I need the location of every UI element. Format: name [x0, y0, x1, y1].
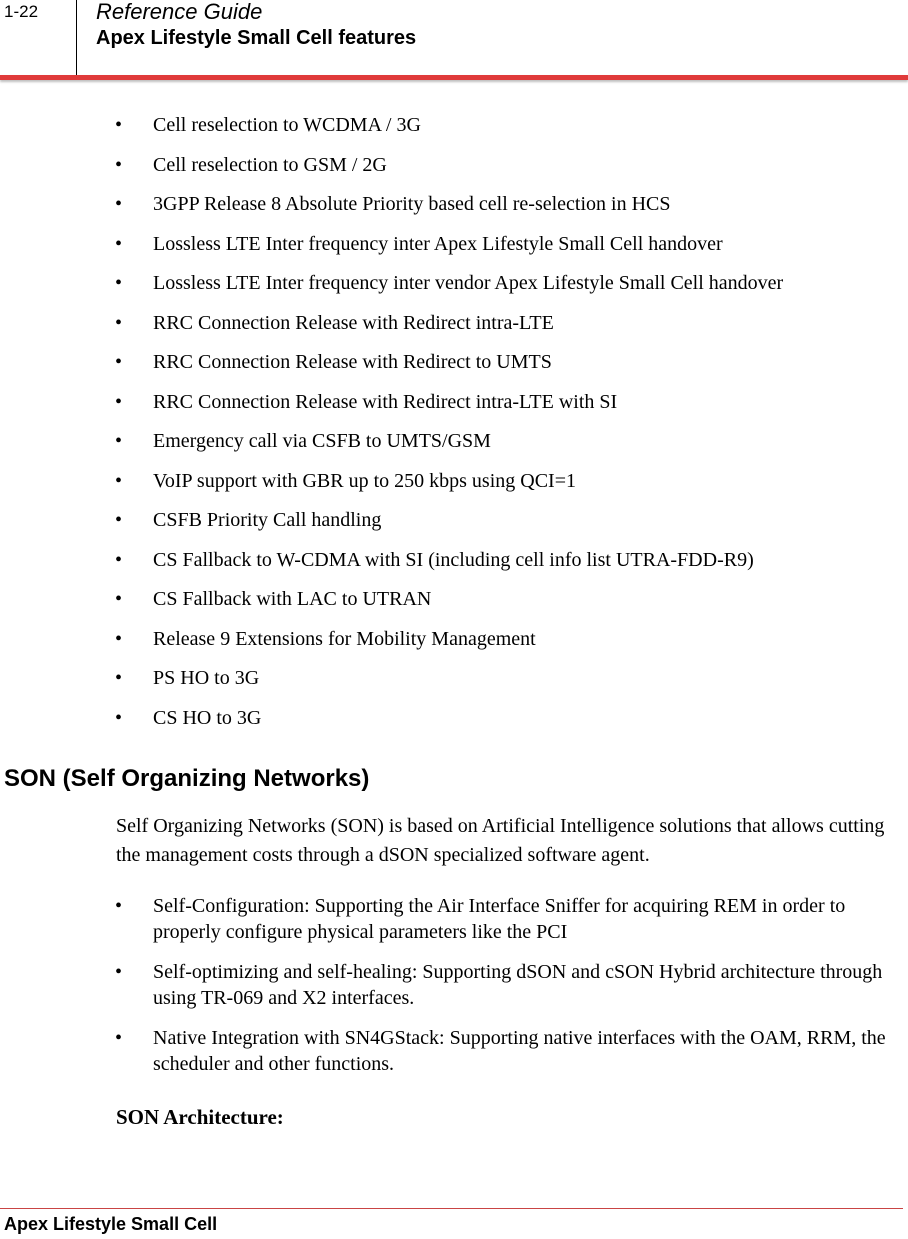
- list-item: [0, 893, 908, 945]
- page-number: 1-22: [4, 2, 39, 21]
- list-item-text: PS HO to 3G: [153, 667, 260, 689]
- list-item-text: Release 9 Extensions for Mobility Management: [153, 627, 536, 650]
- list-item-text: VoIP support with GBR up to 250 kbps using QCI=1: [153, 469, 576, 492]
- header-rule: [0, 75, 908, 80]
- list-item-text: CS Fallback to W-CDMA with SI (including cell info list UTRA-FDD-R9): [153, 548, 754, 571]
- list-item-text: Native Integration with SN4GStack: Supporting native interfaces with the OAM, RRM, the scheduler and other functions.: [153, 1027, 886, 1075]
- bullet: •: [115, 895, 123, 917]
- bullet: •: [115, 469, 123, 492]
- bullet: •: [115, 961, 123, 983]
- list-item-text: RRC Connection Release with Redirect to UMTS: [153, 351, 552, 373]
- list-item-text: RRC Connection Release with Redirect intra-LTE: [153, 311, 554, 334]
- list-item: [0, 348, 908, 388]
- list-item: [0, 625, 908, 665]
- bullet: •: [115, 430, 123, 452]
- list-item: [0, 230, 908, 270]
- list-item: [0, 1025, 908, 1077]
- guide-title: Reference Guide: [96, 0, 263, 24]
- bullet: •: [115, 390, 123, 413]
- list-item-text: Cell reselection to GSM / 2G: [153, 153, 387, 176]
- list-item: [0, 190, 908, 230]
- footer-title: Apex Lifestyle Small Cell: [4, 1214, 218, 1234]
- bullet: •: [115, 232, 123, 255]
- list-item-text: RRC Connection Release with Redirect intra-LTE with SI: [153, 390, 618, 413]
- list-item: [0, 388, 908, 428]
- list-item-text: CS HO to 3G: [153, 706, 262, 729]
- list-item: [0, 959, 908, 1011]
- section-header: Apex Lifestyle Small Cell features: [96, 27, 417, 49]
- list-item: [0, 309, 908, 349]
- list-item-text: Lossless LTE Inter frequency inter vendor Apex Lifestyle Small Cell handover: [153, 272, 784, 294]
- bullet: •: [115, 311, 123, 334]
- list-item: [0, 111, 908, 151]
- list-item-text: Self-Configuration: Supporting the Air Interface Sniffer for acquiring REM in order to properly configure physical parameters like the PCI: [153, 895, 846, 943]
- bullet: •: [115, 627, 123, 650]
- bullet: •: [115, 509, 123, 531]
- list-item: [0, 506, 908, 546]
- son-architecture-label: SON Architecture:: [116, 1105, 284, 1129]
- list-item: [0, 664, 908, 704]
- bullet: •: [115, 706, 123, 729]
- son-intro-paragraph: Self Organizing Networks (SON) is based on Artificial Intelligence solutions that allows cutting the management costs through a dSON specialized software agent.: [116, 815, 885, 866]
- bullet: •: [115, 1027, 123, 1049]
- son-heading: SON (Self Organizing Networks): [4, 765, 370, 792]
- list-item-text: Cell reselection to WCDMA / 3G: [153, 114, 421, 136]
- list-item: [0, 151, 908, 191]
- bullet: •: [115, 193, 123, 215]
- list-item: [0, 269, 908, 309]
- list-item: [0, 427, 908, 467]
- list-item-text: Emergency call via CSFB to UMTS/GSM: [153, 430, 491, 452]
- list-item-text: 3GPP Release 8 Absolute Priority based cell re-selection in HCS: [153, 193, 671, 215]
- list-item: [0, 585, 908, 625]
- list-item-text: Self-optimizing and self-healing: Supporting dSON and cSON Hybrid architecture through using TR-069 and X2 interfaces.: [153, 961, 883, 1009]
- bullet: •: [115, 667, 123, 689]
- list-item-text: Lossless LTE Inter frequency inter Apex Lifestyle Small Cell handover: [153, 232, 723, 255]
- bullet: •: [115, 351, 123, 373]
- son-features-list: [0, 893, 908, 1091]
- list-item: [0, 467, 908, 507]
- list-item: [0, 546, 908, 586]
- list-item-text: CSFB Priority Call handling: [153, 509, 382, 531]
- bullet: •: [115, 153, 123, 176]
- list-item: [0, 704, 908, 744]
- bullet: •: [115, 548, 123, 571]
- header-divider: [76, 0, 77, 77]
- bullet: •: [115, 114, 123, 136]
- features-list: [0, 111, 908, 743]
- bullet: •: [115, 272, 123, 294]
- footer-rule: [0, 1208, 903, 1209]
- bullet: •: [115, 588, 123, 610]
- list-item-text: CS Fallback with LAC to UTRAN: [153, 588, 432, 610]
